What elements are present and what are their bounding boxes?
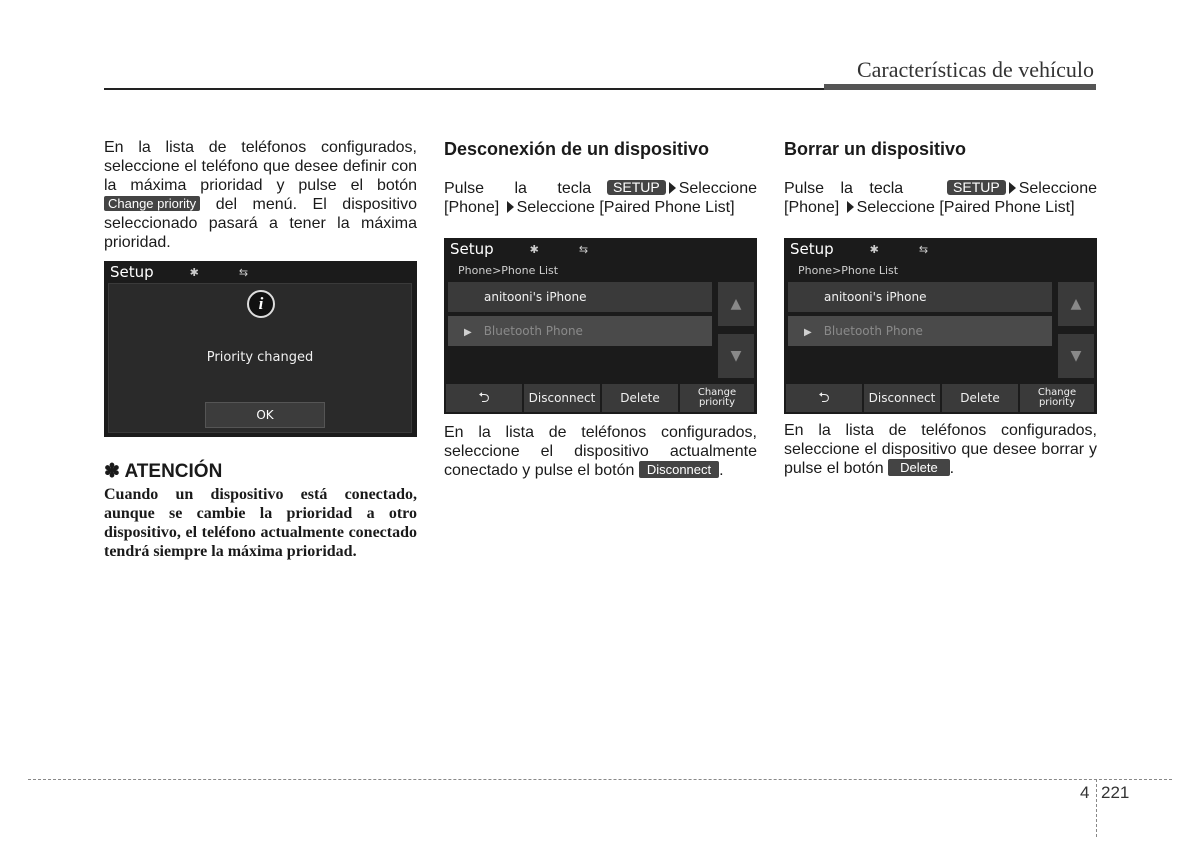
screen-topbar: [444, 238, 757, 260]
delete-heading: Borrar un dispositivo: [784, 139, 967, 159]
page-number: 221: [1101, 783, 1130, 802]
header-rule-accent: [824, 84, 1096, 90]
play-icon: ▶: [464, 327, 472, 338]
scroll-down-button[interactable]: ▼: [1058, 334, 1094, 378]
attention-body: Cuando un dispositivo está conectado, aunque se cambie la prioridad a otro dispositivo, el teléfono actualmente conectado tendrá siempre la máxima prioridad.: [104, 486, 417, 560]
priority-text-a: En la lista de teléfonos configurados, seleccione el teléfono que desee definir con la máxima prioridad y pulse el botón: [104, 139, 417, 194]
list-item[interactable]: anitooni's iPhone: [448, 282, 712, 312]
back-button[interactable]: ⮌: [786, 384, 862, 412]
list-item-label: Bluetooth Phone: [823, 324, 923, 338]
button-bar: [784, 384, 1096, 412]
page-header-title: Características de vehículo: [856, 57, 1094, 82]
setup-key: SETUP: [607, 180, 666, 195]
change-label-1: Change: [697, 387, 737, 398]
list-item-label: Bluetooth Phone: [483, 324, 583, 338]
ok-button[interactable]: OK: [205, 402, 325, 428]
back-button[interactable]: ⮌: [446, 384, 522, 412]
column-2: [444, 138, 757, 217]
change-priority-key: Change priority: [104, 196, 200, 211]
footer-divider: [1096, 779, 1097, 837]
screen-topbar: [784, 238, 1097, 260]
delete-steps-2: [784, 198, 1097, 217]
step-text: [Phone]: [444, 199, 500, 216]
delete-key: Delete: [888, 459, 950, 476]
column-1: [104, 138, 417, 252]
after-text: En la lista de teléfonos configurados, seleccione el dispositivo que desee borrar y pulse el botón: [784, 422, 1097, 477]
period: .: [719, 462, 724, 479]
change-priority-button[interactable]: [1020, 384, 1094, 412]
breadcrumb: Phone>Phone List: [458, 264, 559, 277]
screen-topbar: [104, 261, 417, 283]
step-text: Seleccione: [1018, 180, 1097, 197]
priority-dialog: [108, 283, 412, 433]
footer-rule: [28, 779, 1172, 780]
dialog-message: Priority changed: [206, 350, 314, 365]
change-label-2: priority: [698, 397, 736, 408]
disconnect-heading: Desconexión de un dispositivo: [444, 139, 710, 159]
breadcrumb: Phone>Phone List: [798, 264, 899, 277]
disconnect-key: Disconnect: [639, 461, 719, 478]
usb-icon: ⇆: [238, 265, 249, 279]
info-icon: i: [247, 290, 275, 318]
delete-button[interactable]: Delete: [602, 384, 678, 412]
disconnect-after-text: [444, 423, 757, 480]
column-3: [784, 138, 1097, 217]
step-text: Pulse la tecla: [784, 180, 904, 197]
arrow-right-icon: [847, 201, 854, 213]
step-text: [Phone]: [784, 199, 840, 216]
scroll-down-button[interactable]: ▼: [718, 334, 754, 378]
priority-changed-screen: [104, 261, 417, 437]
bluetooth-icon: ✱: [869, 242, 879, 256]
disconnect-steps: [444, 179, 757, 198]
change-label-1: Change: [1037, 387, 1077, 398]
usb-icon: ⇆: [578, 242, 589, 256]
button-bar: [444, 384, 756, 412]
bluetooth-icon: ✱: [529, 242, 539, 256]
step-text: Seleccione [Paired Phone List]: [856, 199, 1075, 216]
play-icon: ▶: [804, 327, 812, 338]
bluetooth-icon: ✱: [189, 265, 199, 279]
step-text: Seleccione [Paired Phone List]: [516, 199, 735, 216]
screen-title: Setup: [450, 240, 494, 258]
arrow-right-icon: [1009, 182, 1016, 194]
phone-list-screen-disconnect: [444, 238, 757, 414]
change-label-2: priority: [1038, 397, 1076, 408]
attention-block: [104, 444, 417, 561]
step-text: Seleccione: [678, 180, 757, 197]
disconnect-steps-2: [444, 198, 757, 217]
screen-title: Setup: [110, 263, 154, 281]
scroll-up-button[interactable]: ▲: [1058, 282, 1094, 326]
priority-instructions: [104, 138, 417, 252]
phone-list-screen-delete: [784, 238, 1097, 414]
chapter-number: 4: [1080, 783, 1090, 802]
arrow-right-icon: [507, 201, 514, 213]
delete-steps: [784, 179, 1097, 198]
list-item-selected[interactable]: [448, 316, 712, 346]
disconnect-button[interactable]: Disconnect: [524, 384, 600, 412]
delete-after-text: [784, 421, 1097, 478]
scroll-up-button[interactable]: ▲: [718, 282, 754, 326]
setup-key: SETUP: [947, 180, 1006, 195]
usb-icon: ⇆: [918, 242, 929, 256]
step-text: Pulse la tecla: [444, 180, 592, 197]
disconnect-button[interactable]: Disconnect: [864, 384, 940, 412]
attention-title: ✽ ATENCIÓN: [104, 461, 223, 482]
after-text: En la lista de teléfonos configurados, seleccione el dispositivo actualmente conectado y pulse el botón: [444, 424, 757, 479]
delete-button[interactable]: Delete: [942, 384, 1018, 412]
priority-text-b: del menú. El dispositivo seleccionado pasará a tener la máxima prioridad.: [104, 196, 417, 251]
arrow-right-icon: [669, 182, 676, 194]
list-item[interactable]: anitooni's iPhone: [788, 282, 1052, 312]
change-priority-button[interactable]: [680, 384, 754, 412]
period: .: [949, 460, 955, 477]
screen-title: Setup: [790, 240, 834, 258]
list-item-selected[interactable]: [788, 316, 1052, 346]
